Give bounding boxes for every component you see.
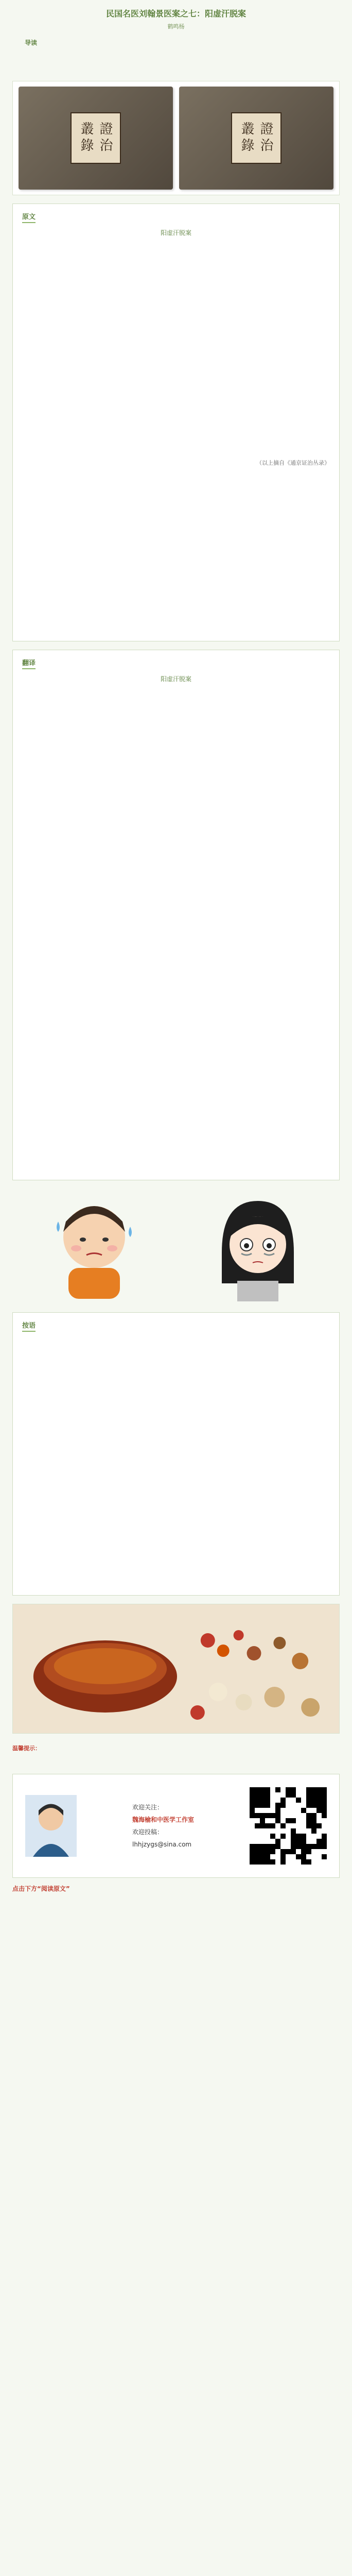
qr-module (291, 1828, 296, 1834)
qr-module (311, 1808, 316, 1813)
qr-module (265, 1823, 270, 1828)
qr-module (322, 1798, 327, 1803)
contact-org: 魏海榆和中医学工作室 (132, 1816, 194, 1823)
qr-module (316, 1818, 322, 1823)
contact-text (132, 1801, 194, 1851)
qr-module (265, 1792, 270, 1798)
qr-module (296, 1813, 301, 1818)
qr-module (301, 1803, 306, 1808)
note-label: 温馨提示： (12, 1745, 41, 1752)
qr-module (265, 1844, 270, 1849)
source-reference: （以上摘自《通京证治丛录》 (256, 460, 330, 466)
qr-module (291, 1803, 296, 1808)
qr-module (260, 1792, 265, 1798)
qr-module (260, 1803, 265, 1808)
qr-module (260, 1808, 265, 1813)
qr-module (280, 1803, 286, 1808)
qr-module (322, 1792, 327, 1798)
qr-module (286, 1803, 291, 1808)
sweating-illustration (12, 1191, 340, 1304)
qr-module (316, 1834, 322, 1839)
qr-module (306, 1803, 311, 1808)
commentary-label: 按语 (22, 1320, 36, 1332)
qr-module (270, 1849, 275, 1854)
qr-module (250, 1823, 255, 1828)
intro-lead: 导读 (25, 39, 38, 46)
footer-note (12, 1744, 340, 1765)
qr-module (291, 1813, 296, 1818)
qr-module (301, 1798, 306, 1803)
qr-module (250, 1798, 255, 1803)
qr-module (322, 1844, 327, 1849)
qr-module (250, 1828, 255, 1834)
translation-paragraph (22, 833, 330, 863)
qr-module (275, 1818, 280, 1823)
qr-module (311, 1818, 316, 1823)
translation-paragraph (22, 796, 330, 827)
qr-module (270, 1823, 275, 1828)
translation-heading: 阳虚汗脱案 (160, 675, 191, 683)
qr-module (291, 1808, 296, 1813)
qr-module (322, 1787, 327, 1792)
qr-module (291, 1798, 296, 1803)
qr-module (260, 1823, 265, 1828)
qr-module (291, 1818, 296, 1823)
qr-module (316, 1808, 322, 1813)
qr-module (260, 1798, 265, 1803)
herbal-tea-photo (12, 1604, 340, 1734)
qr-module (322, 1859, 327, 1865)
translation-label: 翻译 (22, 657, 36, 669)
qr-module (270, 1787, 275, 1792)
translation-paragraph (22, 688, 330, 719)
qr-module (316, 1839, 322, 1844)
qr-module (296, 1792, 301, 1798)
qr-module (275, 1813, 280, 1818)
original-paragraph (22, 278, 330, 309)
qr-module (306, 1798, 311, 1803)
qr-module (275, 1854, 280, 1859)
qr-module (306, 1834, 311, 1839)
article-title: 民国名医刘翰景医案之七：阳虚汗脱案 (105, 9, 246, 19)
qr-module (306, 1859, 311, 1865)
qr-module (296, 1854, 301, 1859)
qr-module (260, 1859, 265, 1865)
qr-module (270, 1834, 275, 1839)
qr-module (275, 1859, 280, 1865)
qr-module (270, 1798, 275, 1803)
qr-module (265, 1859, 270, 1865)
qr-module (301, 1859, 306, 1865)
qr-module (270, 1808, 275, 1813)
qr-module (286, 1808, 291, 1813)
qr-module (286, 1839, 291, 1844)
qr-module (286, 1849, 291, 1854)
qr-module (291, 1844, 296, 1849)
qr-module (311, 1828, 316, 1834)
qr-module (280, 1787, 286, 1792)
original-paragraph (22, 386, 330, 417)
qr-module (306, 1808, 311, 1813)
qr-module (322, 1839, 327, 1844)
qr-module (291, 1859, 296, 1865)
translation-paragraph (22, 869, 330, 900)
qr-module (322, 1828, 327, 1834)
book-photo (12, 81, 340, 195)
qr-module (265, 1808, 270, 1813)
qr-module (301, 1849, 306, 1854)
qr-module (260, 1849, 265, 1854)
qr-module (296, 1798, 301, 1803)
original-text-card (12, 204, 340, 641)
qr-module (280, 1808, 286, 1813)
qr-module (275, 1849, 280, 1854)
tired-girl-illustration (191, 1191, 325, 1304)
article-header (0, 0, 352, 30)
original-paragraph (22, 242, 330, 273)
author-portrait (25, 1795, 77, 1857)
qr-module (270, 1813, 275, 1818)
qr-module (311, 1823, 316, 1828)
qr-module (296, 1844, 301, 1849)
qr-module (306, 1854, 311, 1859)
qr-code[interactable] (250, 1787, 327, 1865)
qr-module (275, 1792, 280, 1798)
qr-module (265, 1813, 270, 1818)
commentary-card (12, 1312, 340, 1596)
read-more-link[interactable]: 点击下方“阅读原文” (12, 1885, 70, 1892)
qr-module (291, 1849, 296, 1854)
article-author: 鹤鸣杨 (167, 23, 185, 30)
qr-module (265, 1787, 270, 1792)
qr-module (260, 1828, 265, 1834)
qr-module (270, 1854, 275, 1859)
qr-module (301, 1854, 306, 1859)
commentary-paragraph (22, 1368, 330, 1399)
qr-module (275, 1844, 280, 1849)
qr-module (322, 1849, 327, 1854)
qr-module (265, 1854, 270, 1859)
qr-module (322, 1818, 327, 1823)
qr-module (275, 1839, 280, 1844)
qr-module (301, 1834, 306, 1839)
qr-module (296, 1859, 301, 1865)
qr-module (280, 1792, 286, 1798)
qr-module (286, 1828, 291, 1834)
qr-module (306, 1792, 311, 1798)
qr-module (301, 1823, 306, 1828)
qr-module (250, 1854, 255, 1859)
qr-module (280, 1839, 286, 1844)
qr-module (316, 1787, 322, 1792)
qr-module (260, 1787, 265, 1792)
qr-module (255, 1839, 260, 1844)
qr-module (280, 1844, 286, 1849)
qr-module (265, 1818, 270, 1823)
qr-module (255, 1849, 260, 1854)
qr-module (306, 1849, 311, 1854)
qr-module (255, 1798, 260, 1803)
qr-module (260, 1854, 265, 1859)
qr-module (255, 1859, 260, 1865)
qr-module (296, 1803, 301, 1808)
qr-module (296, 1808, 301, 1813)
qr-module (296, 1818, 301, 1823)
qr-module (306, 1787, 311, 1792)
qr-module (322, 1808, 327, 1813)
qr-module (255, 1808, 260, 1813)
qr-module (301, 1792, 306, 1798)
qr-module (322, 1854, 327, 1859)
qr-module (250, 1803, 255, 1808)
qr-module (306, 1823, 311, 1828)
qr-module (286, 1834, 291, 1839)
qr-module (255, 1803, 260, 1808)
qr-module (250, 1818, 255, 1823)
original-paragraph (22, 314, 330, 345)
qr-module (296, 1839, 301, 1844)
qr-module (260, 1834, 265, 1839)
translation-paragraph (22, 760, 330, 791)
qr-module (306, 1813, 311, 1818)
qr-module (311, 1813, 316, 1818)
qr-module (250, 1787, 255, 1792)
book-title-right: 證治叢錄 (231, 112, 281, 164)
qr-module (260, 1813, 265, 1818)
intro-paragraph (12, 38, 340, 74)
qr-module (316, 1803, 322, 1808)
qr-module (265, 1834, 270, 1839)
qr-module (311, 1854, 316, 1859)
qr-module (255, 1787, 260, 1792)
qr-module (296, 1787, 301, 1792)
qr-module (296, 1834, 301, 1839)
qr-module (255, 1834, 260, 1839)
qr-module (280, 1813, 286, 1818)
qr-module (275, 1828, 280, 1834)
commentary-paragraph (22, 1404, 330, 1435)
qr-module (291, 1839, 296, 1844)
qr-module (280, 1859, 286, 1865)
contact-submit: 欢迎投稿： (132, 1828, 163, 1836)
translation-paragraph (22, 724, 330, 755)
qr-module (270, 1839, 275, 1844)
commentary-paragraph (22, 1332, 330, 1363)
qr-module (286, 1823, 291, 1828)
qr-module (296, 1849, 301, 1854)
qr-module (260, 1844, 265, 1849)
qr-module (322, 1834, 327, 1839)
original-heading: 阳虚汗脱案 (160, 229, 191, 236)
qr-module (250, 1808, 255, 1813)
qr-module (255, 1813, 260, 1818)
qr-module (306, 1818, 311, 1823)
qr-module (250, 1834, 255, 1839)
contact-card (12, 1774, 340, 1878)
qr-module (250, 1813, 255, 1818)
qr-module (265, 1828, 270, 1834)
qr-module (306, 1844, 311, 1849)
qr-module (280, 1828, 286, 1834)
qr-module (260, 1818, 265, 1823)
qr-module (255, 1828, 260, 1834)
qr-module (301, 1844, 306, 1849)
qr-module (291, 1792, 296, 1798)
qr-module (260, 1839, 265, 1844)
qr-module (250, 1849, 255, 1854)
qr-module (316, 1828, 322, 1834)
qr-module (275, 1798, 280, 1803)
book-cover-right (179, 87, 333, 190)
qr-module (286, 1854, 291, 1859)
qr-module (286, 1813, 291, 1818)
herbs-image (13, 1604, 339, 1733)
qr-module (250, 1792, 255, 1798)
qr-module (275, 1803, 280, 1808)
qr-module (311, 1787, 316, 1792)
qr-module (250, 1844, 255, 1849)
qr-module (301, 1839, 306, 1844)
qr-module (301, 1828, 306, 1834)
sick-boy-illustration (27, 1191, 161, 1304)
qr-module (311, 1844, 316, 1849)
qr-module (286, 1859, 291, 1865)
qr-module (286, 1798, 291, 1803)
contact-hello: 欢迎关注： (132, 1804, 163, 1811)
qr-module (306, 1839, 311, 1844)
qr-module (265, 1849, 270, 1854)
qr-module (316, 1849, 322, 1854)
qr-module (311, 1839, 316, 1844)
qr-module (286, 1792, 291, 1798)
qr-module (316, 1859, 322, 1865)
qr-module (275, 1834, 280, 1839)
qr-module (280, 1798, 286, 1803)
qr-module (301, 1787, 306, 1792)
qr-module (275, 1808, 280, 1813)
book-cover-left (19, 87, 173, 190)
qr-module (311, 1803, 316, 1808)
qr-module (311, 1859, 316, 1865)
qr-module (301, 1808, 306, 1813)
qr-module (255, 1818, 260, 1823)
qr-module (306, 1828, 311, 1834)
qr-module (250, 1839, 255, 1844)
qr-module (270, 1844, 275, 1849)
qr-module (301, 1813, 306, 1818)
qr-module (301, 1818, 306, 1823)
translation-card (12, 650, 340, 1180)
contact-email[interactable]: lhhjzygs@sina.com (132, 1841, 192, 1848)
qr-module (265, 1839, 270, 1844)
qr-module (291, 1787, 296, 1792)
qr-module (322, 1823, 327, 1828)
qr-module (270, 1828, 275, 1834)
qr-module (250, 1859, 255, 1865)
qr-module (316, 1854, 322, 1859)
qr-module (270, 1818, 275, 1823)
commentary-paragraph (22, 1440, 330, 1471)
qr-module (280, 1849, 286, 1854)
book-title-left: 證治叢錄 (71, 112, 121, 164)
qr-module (280, 1818, 286, 1823)
qr-module (311, 1792, 316, 1798)
qr-module (255, 1854, 260, 1859)
qr-module (275, 1823, 280, 1828)
qr-module (275, 1787, 280, 1792)
original-label: 原文 (22, 211, 36, 223)
qr-module (322, 1803, 327, 1808)
qr-module (286, 1844, 291, 1849)
qr-module (311, 1849, 316, 1854)
qr-module (316, 1823, 322, 1828)
qr-module (286, 1818, 291, 1823)
qr-module (316, 1792, 322, 1798)
qr-module (270, 1792, 275, 1798)
qr-module (255, 1792, 260, 1798)
qr-module (316, 1844, 322, 1849)
qr-module (316, 1798, 322, 1803)
qr-module (270, 1803, 275, 1808)
qr-module (265, 1798, 270, 1803)
qr-module (270, 1859, 275, 1865)
qr-module (280, 1854, 286, 1859)
qr-module (311, 1834, 316, 1839)
original-paragraph (22, 350, 330, 381)
qr-module (265, 1803, 270, 1808)
qr-module (316, 1813, 322, 1818)
qr-module (286, 1787, 291, 1792)
qr-module (311, 1798, 316, 1803)
qr-module (296, 1828, 301, 1834)
qr-module (291, 1823, 296, 1828)
qr-module (296, 1823, 301, 1828)
qr-module (322, 1813, 327, 1818)
qr-module (280, 1834, 286, 1839)
qr-module (291, 1854, 296, 1859)
qr-module (255, 1844, 260, 1849)
qr-module (280, 1823, 286, 1828)
original-paragraph (22, 422, 330, 453)
qr-module (291, 1834, 296, 1839)
qr-module (255, 1823, 260, 1828)
